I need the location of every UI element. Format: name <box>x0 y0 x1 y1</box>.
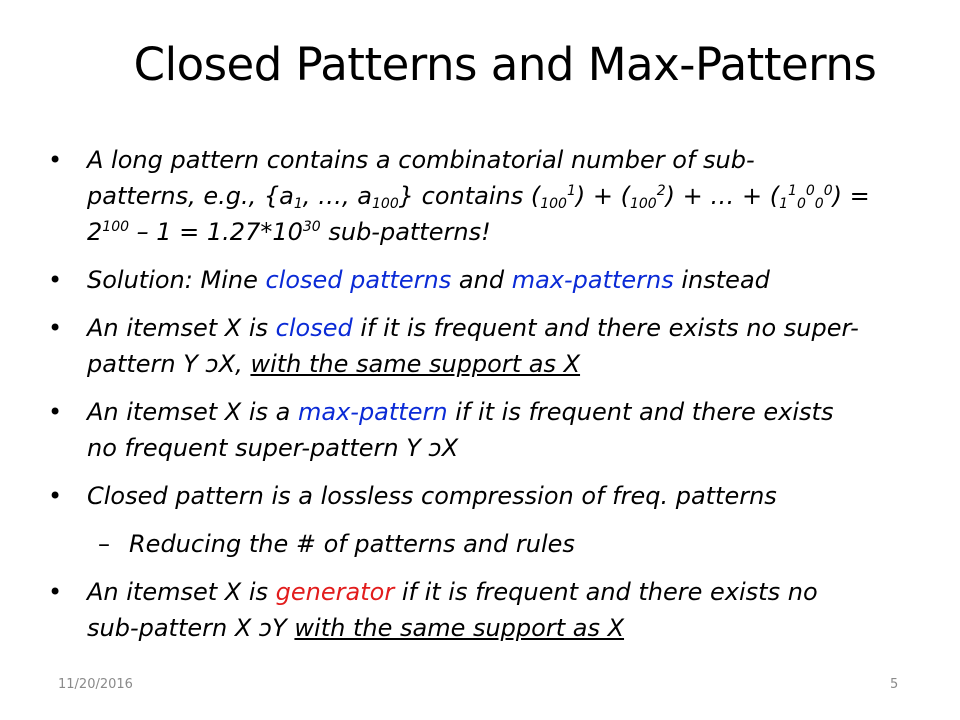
underlined-text: with the same support as X <box>294 614 625 642</box>
bullet-text: An itemset X is <box>87 314 276 342</box>
bullet-max-definition <box>48 394 928 466</box>
bullet-text: patterns, e.g., {a <box>87 182 294 210</box>
bullet-text: An itemset X is a <box>87 398 298 426</box>
superscript: 2 <box>656 183 666 199</box>
subscript: 100 <box>629 196 657 212</box>
highlight-generator: generator <box>275 578 395 606</box>
subscript: 0 <box>814 196 824 212</box>
bullet-text: A long pattern contains a combinatorial number of sub- <box>87 146 755 174</box>
bullet-generator-definition <box>48 574 928 646</box>
bullet-text: 2 <box>87 218 103 246</box>
subscript: 0 <box>796 196 806 212</box>
bullet-text: instead <box>673 266 770 294</box>
highlight-max-patterns: max-patterns <box>511 266 674 294</box>
subscript: 1 <box>779 196 789 212</box>
bullet-long-pattern <box>48 142 928 250</box>
bullet-text: sub-patterns! <box>320 218 491 246</box>
page-number: 5 <box>890 677 899 692</box>
bullet-text: X, <box>218 350 251 378</box>
subscript: 1 <box>293 196 303 212</box>
bullet-text: , …, a <box>302 182 373 210</box>
superset-symbol: ɔ <box>428 434 442 462</box>
superscript: 100 <box>102 219 130 235</box>
superscript: 1 <box>566 183 576 199</box>
bullet-text: – 1 = 1.27*10 <box>129 218 303 246</box>
bullet-text: if it is frequent and there exists <box>447 398 834 426</box>
bullet-text: } contains ( <box>398 182 541 210</box>
highlight-closed: closed <box>275 314 353 342</box>
bullet-text: An itemset X is <box>87 578 276 606</box>
bullet-text: ) + ( <box>575 182 630 210</box>
sub-bullet-text: Reducing the # of patterns and rules <box>129 530 575 558</box>
underlined-text: with the same support as X <box>250 350 581 378</box>
sub-bullet-reducing <box>48 526 928 562</box>
bullet-text: ) + … + ( <box>665 182 780 210</box>
bullet-text: no frequent super-pattern Y <box>87 434 429 462</box>
bullet-text: if it is frequent and there exists no super- <box>352 314 859 342</box>
bullet-text: Closed pattern is a lossless compression of freq. patterns <box>87 482 777 510</box>
superscript: 0 <box>823 183 833 199</box>
highlight-closed-patterns: closed patterns <box>265 266 452 294</box>
subscript: 100 <box>540 196 567 212</box>
bullet-text: and <box>451 266 512 294</box>
superscript: 0 <box>805 183 815 199</box>
bullet-text: Y <box>272 614 295 642</box>
superset-symbol: ɔ <box>205 350 219 378</box>
slide-title: Closed Patterns and Max-Patterns <box>133 38 877 91</box>
superscript: 30 <box>302 219 321 235</box>
bullet-text: sub-pattern X <box>87 614 259 642</box>
bullet-text: pattern Y <box>87 350 206 378</box>
subscript: 100 <box>372 196 399 212</box>
bullet-closed-definition <box>48 310 928 382</box>
footer-date: 11/20/2016 <box>58 677 133 692</box>
superset-symbol: ɔ <box>258 614 273 642</box>
bullet-list <box>48 142 928 646</box>
highlight-max-pattern: max-pattern <box>298 398 448 426</box>
bullet-text: ) = <box>832 182 870 210</box>
bullet-solution <box>48 262 928 298</box>
superscript: 1 <box>788 183 797 199</box>
bullet-text: Solution: Mine <box>87 266 266 294</box>
bullet-text: if it is frequent and there exists no <box>394 578 818 606</box>
bullet-text: X <box>441 434 459 462</box>
bullet-lossless <box>48 478 928 514</box>
